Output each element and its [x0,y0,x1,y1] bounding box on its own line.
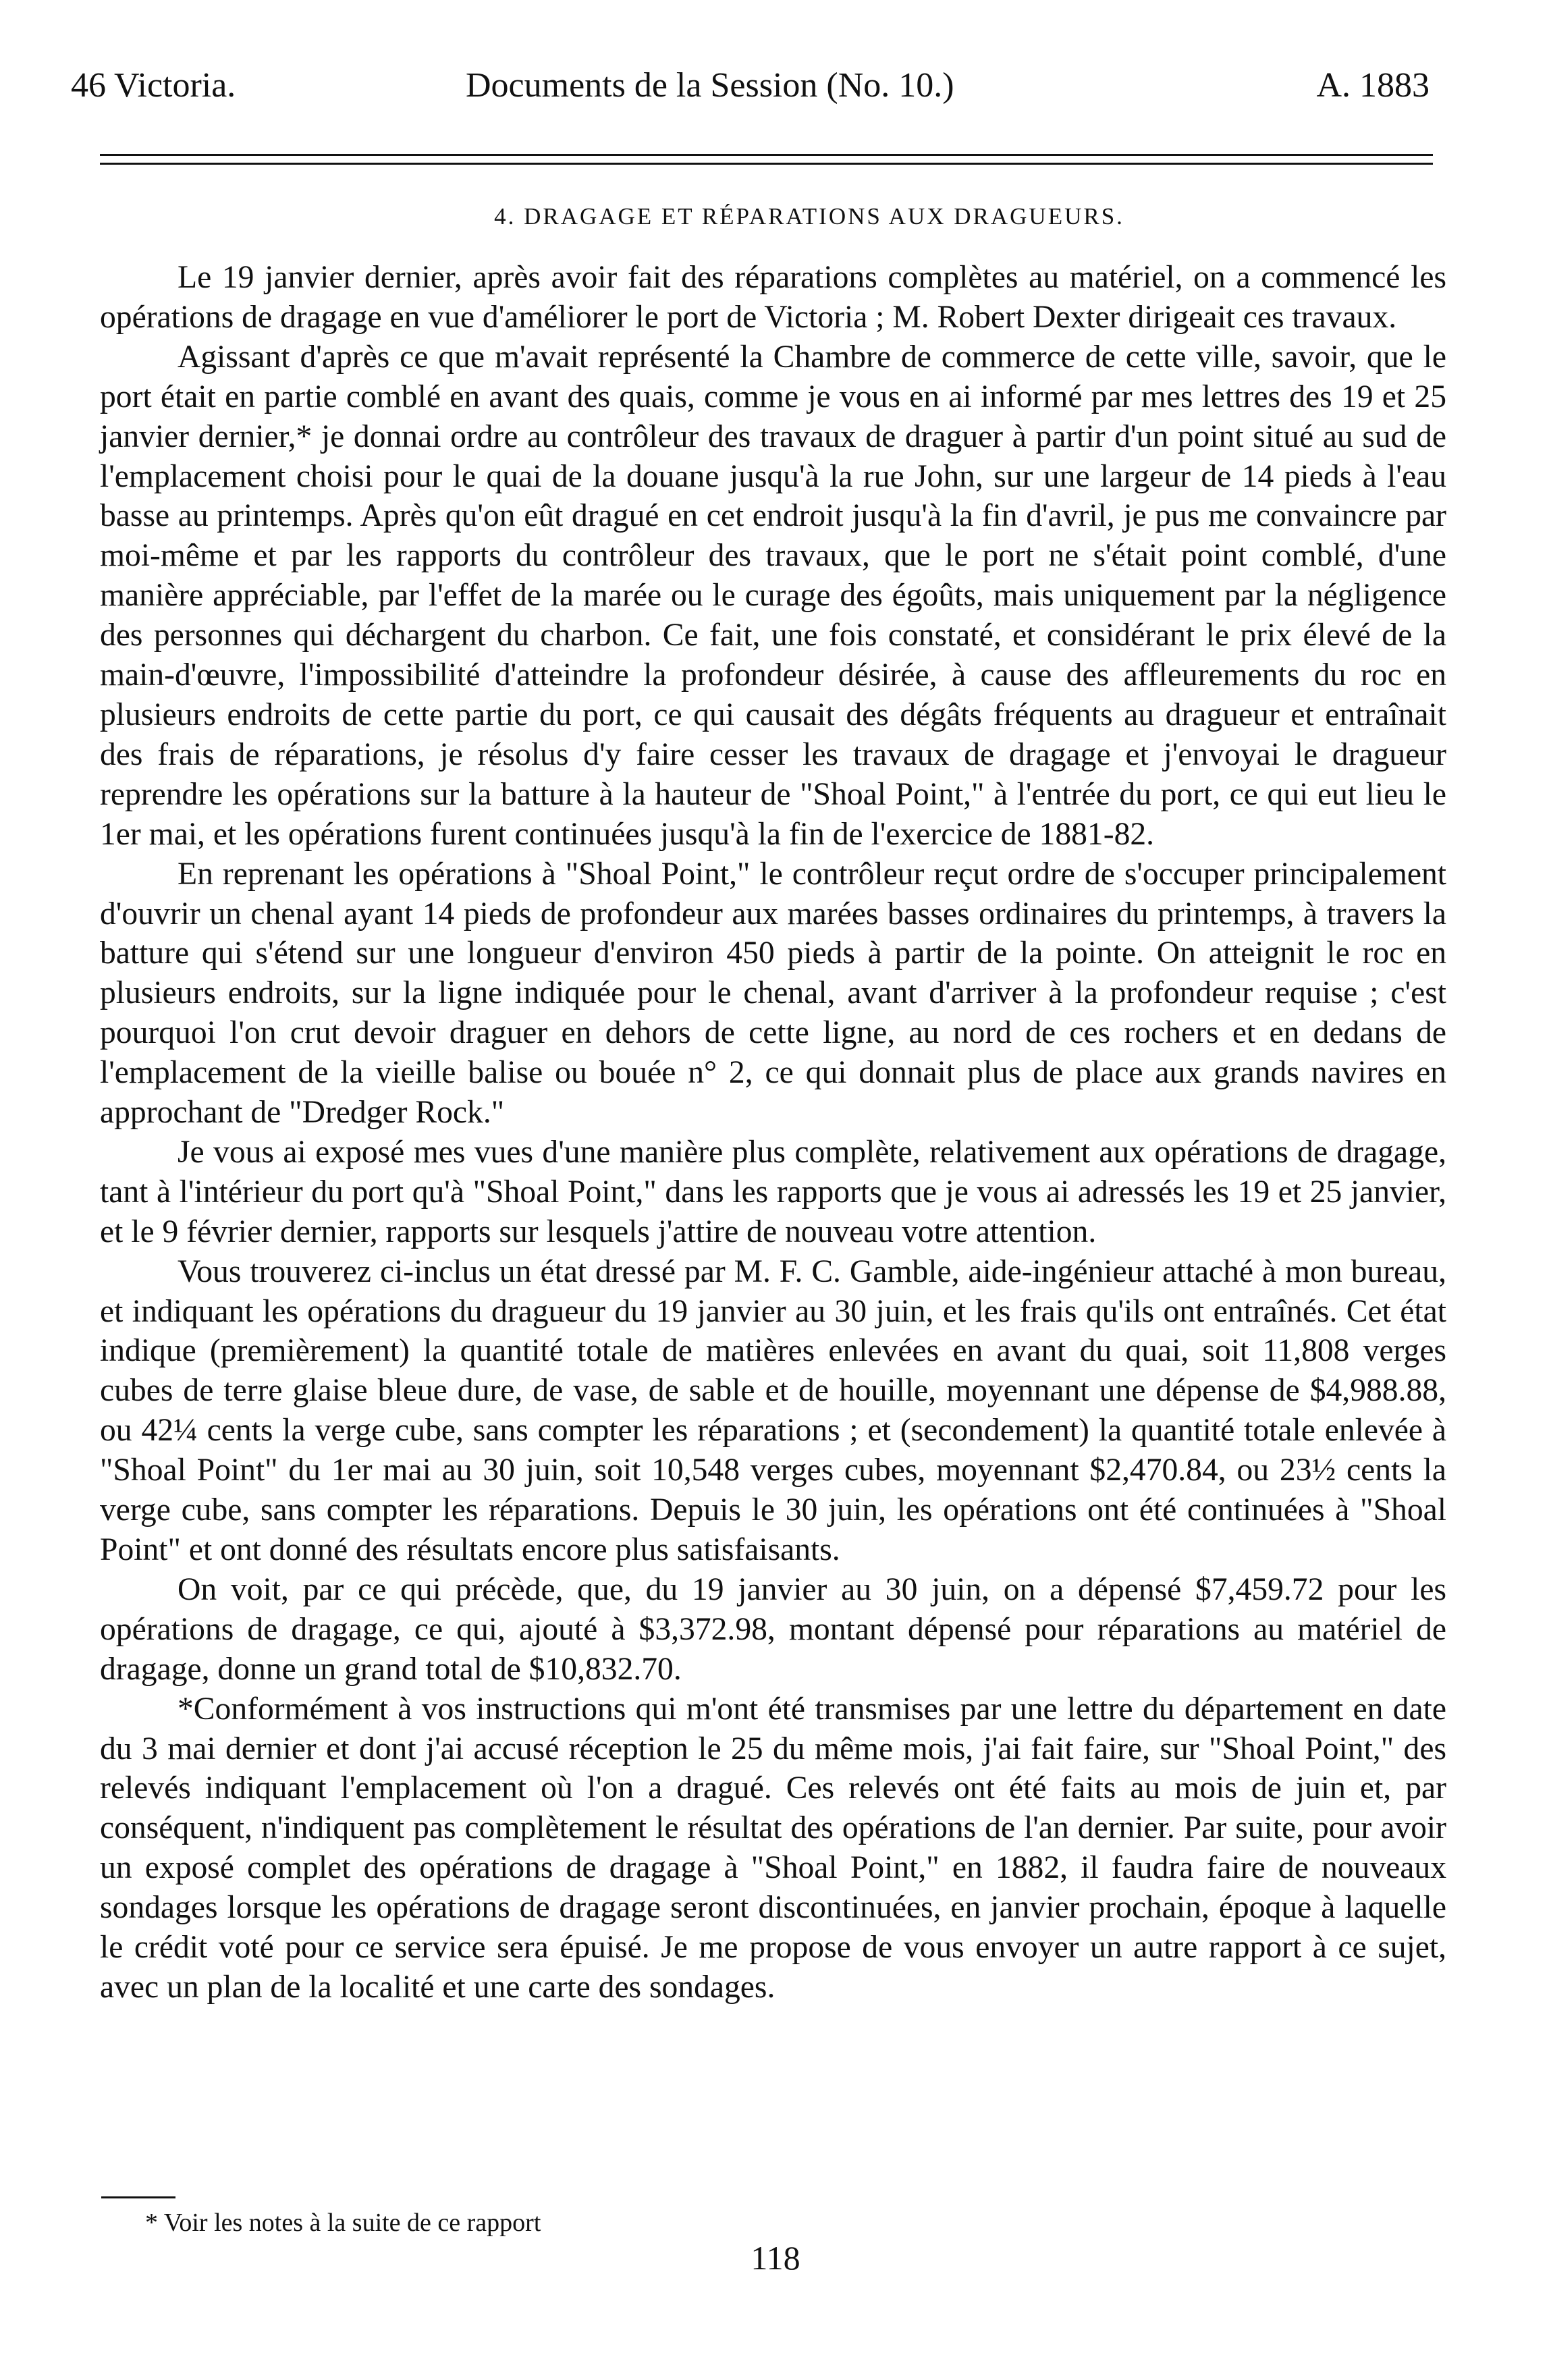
section-title: 4. DRAGAGE ET RÉPARATIONS AUX DRAGUEURS. [494,203,1124,229]
footnote: * Voir les notes à la suite de ce rapport [145,2209,541,2237]
running-head [0,62,1551,109]
paragraph: *Conformément à vos instructions qui m'ont été transmises par une lettre du département en date du 3 mai dernier et dont j'ai accusé réception le 25 du même mois, j'ai fait faire, sur "Shoal Point," des relevés indiquant l'emplacement où l'on a dragué. Ces relevés ont été faits au mois de juin et, par conséquent, n'indiquent pas complètement le résultat des opérations de l'an dernier. Par suite, pour avoir un exposé complet des opérations de dragage à "Shoal Point," en 1882, il faudra faire de nouveaux sondages lorsque les opérations de dragage seront discontinuées, en janvier prochain, époque à laquelle le crédit voté pour ce service sera épuisé. Je me propose de vous envoyer un autre rapport à ce sujet, avec un plan de la localité et une carte des sondages. [100,1691,1446,2005]
paragraph: En reprenant les opérations à "Shoal Point," le contrôleur reçut ordre de s'occuper principalement d'ouvrir un chenal ayant 14 pieds de profondeur aux marées basses ordinaires du printemps, à travers la batture qui s'étend sur une longueur d'environ 450 pieds à partir de la pointe. On atteignit le roc en plusieurs endroits, sur la ligne indiquée pour le chenal, avant d'arriver à la profondeur requise ; c'est pourquoi l'on crut devoir draguer en dehors de cette ligne, au nord de ces rochers et en dedans de l'emplacement de la vieille balise ou bouée n° 2, ce qui donnait plus de place aux grands navires en approchant de "Dredger Rock." [100,856,1446,1131]
page-number: 118 [751,2239,800,2277]
paragraph: Vous trouverez ci-inclus un état dressé par M. F. C. Gamble, aide-ingénieur attaché à mon bureau, et indiquant les opérations du dragueur du 19 janvier au 30 juin, et les frais qu'ils ont entraînés. Cet état indique (premièrement) la quantité totale de matières enlevées en avant du quai, soit 11,808 verges cubes de terre glaise bleue dure, de vase, de sable et de houille, moyennant une dépense de $4,988.88, ou 42¼ cents la verge cube, sans compter les réparations ; et (secondement) la quantité totale enlevée à "Shoal Point" du 1er mai au 30 juin, soit 10,548 verges cubes, moyennant $2,470.84, ou 23½ cents la verge cube, sans compter les réparations. Depuis le 30 juin, les opérations ont été continuées à "Shoal Point" et ont donné des résultats encore plus satisfaisants. [100,1253,1446,1567]
paragraph: On voit, par ce qui précède, que, du 19 janvier au 30 juin, on a dépensé $7,459.72 pour les opérations de dragage, ce qui, ajouté à $3,372.98, montant dépensé pour réparations au matériel de dragage, donne un grand total de $10,832.70. [100,1571,1446,1687]
footnote-rule [101,2196,175,2198]
header-title: Documents de la Session (No. 10.) [466,66,954,105]
header-rule-bottom [100,163,1433,165]
paragraph: Je vous ai exposé mes vues d'une manière plus complète, relativement aux opérations de dragage, tant à l'intérieur du port qu'à "Shoal Point," dans les rapports que je vous ai adressés les 19 et 25 janvier, et le 9 février dernier, rapports sur lesquels j'attire de nouveau votre attention. [100,1134,1446,1249]
body-text [100,258,1446,2007]
paragraph: Agissant d'après ce que m'avait représenté la Chambre de commerce de cette ville, savoir, que le port était en partie comblé en avant des quais, comme je vous en ai informé par mes lettres des 19 et 25 janvier dernier,* je donnai ordre au contrôleur des travaux de draguer à partir d'un point situé au sud de l'emplacement choisi pour le quai de la douane jusqu'à la rue John, sur une largeur de 14 pieds à l'eau basse au printemps. Après qu'on eût dragué en cet endroit jusqu'à la fin d'avril, je pus me convaincre par moi-même et par les rapports du contrôleur des travaux, que le port ne s'était point comblé, d'une manière appréciable, par l'effet de la marée ou le curage des égoûts, mais uniquement par la négligence des personnes qui déchargent du charbon. Ce fait, une fois constaté, et considérant le prix élevé de la main-d'œuvre, l'impossibilité d'atteindre la profondeur désirée, à cause des affleurements du roc en plusieurs endroits de cette partie du port, ce qui causait des dégâts fréquents au dragueur et entraînait des frais de réparations, je résolus d'y faire cesser les travaux de dragage et j'envoyai le dragueur reprendre les opérations sur la batture à la hauteur de "Shoal Point," à l'entrée du port, ce qui eut lieu le 1er mai, et les opérations furent continuées jusqu'à la fin de l'exercice de 1881-82. [100,339,1446,852]
header-volume: 46 Victoria. [71,66,236,105]
paragraph: Le 19 janvier dernier, après avoir fait des réparations complètes au matériel, on a commencé les opérations de dragage en vue d'améliorer le port de Victoria ; M. Robert Dexter dirigeait ces travaux. [100,260,1446,335]
header-year: A. 1883 [1316,66,1430,105]
header-rule-top [100,154,1433,156]
